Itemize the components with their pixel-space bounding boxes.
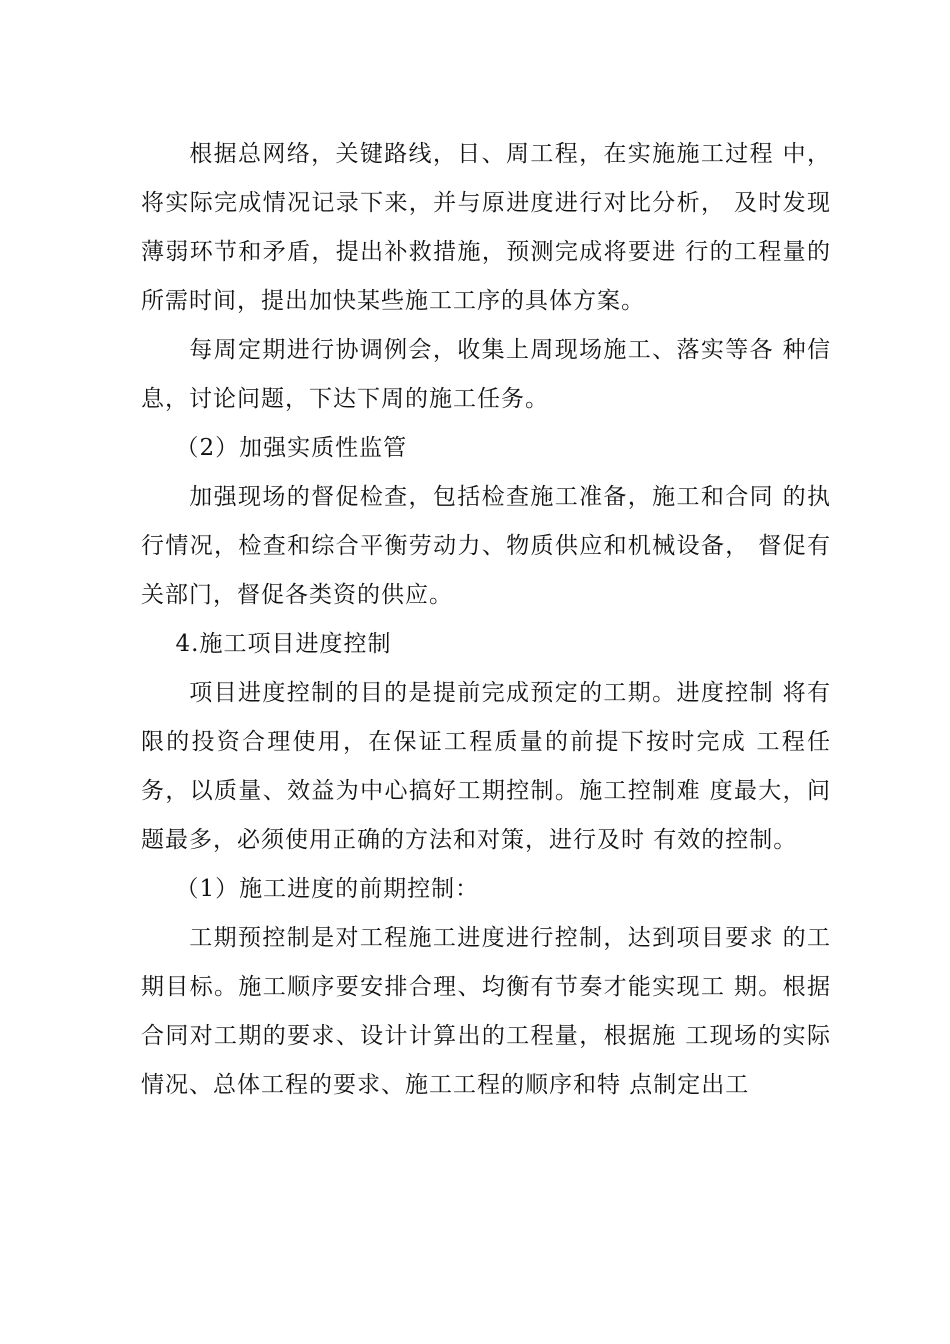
paragraph-preliminary-control: 工期预控制是对工程施工进度进行控制，达到项目要求 的工期目标。施工顺序要安排合理、均衡有节奏才能实现工 期。根据合同对工期的要求、设计计算出的工程量，根据施 工现场的实际情况、总体工程的要求、施工工程的顺序和特 点制定出工 [141,925,831,1098]
paragraph-schedule-goal: 项目进度控制的目的是提前完成预定的工期。进度控制 将有限的投资合理使用，在保证工程质量的前提下按时完成 工程任务，以质量、效益为中心搞好工期控制。施工控制难 度最大，问题最多，必须使用正确的方法和对策，进行及时 有效的控制。 [141,680,831,853]
subheading-supervision: （2）加强实质性监管 [175,435,408,461]
paragraph-progress-tracking: 根据总网络，关键路线，日、周工程，在实施施工过程 中，将实际完成情况记录下来，并与原进度进行对比分析， 及时发现薄弱环节和矛盾，提出补救措施，预测完成将要进 行的工程量的所需时间，提出加快某些施工工序的具体方案。 [141,141,831,314]
paragraph-site-inspection: 加强现场的督促检查，包括检查施工准备，施工和合同 的执行情况，检查和综合平衡劳动力、物质供应和机械设备， 督促有关部门，督促各类资的供应。 [141,484,831,608]
paragraph-weekly-meeting: 每周定期进行协调例会，收集上周现场施工、落实等各 种信息，讨论问题，下达下周的施工任务。 [141,337,831,412]
document-body [141,130,831,1110]
subheading-preliminary-control: （1）施工进度的前期控制： [175,876,480,902]
section-heading-schedule-control: 4.施工项目进度控制 [175,631,392,657]
